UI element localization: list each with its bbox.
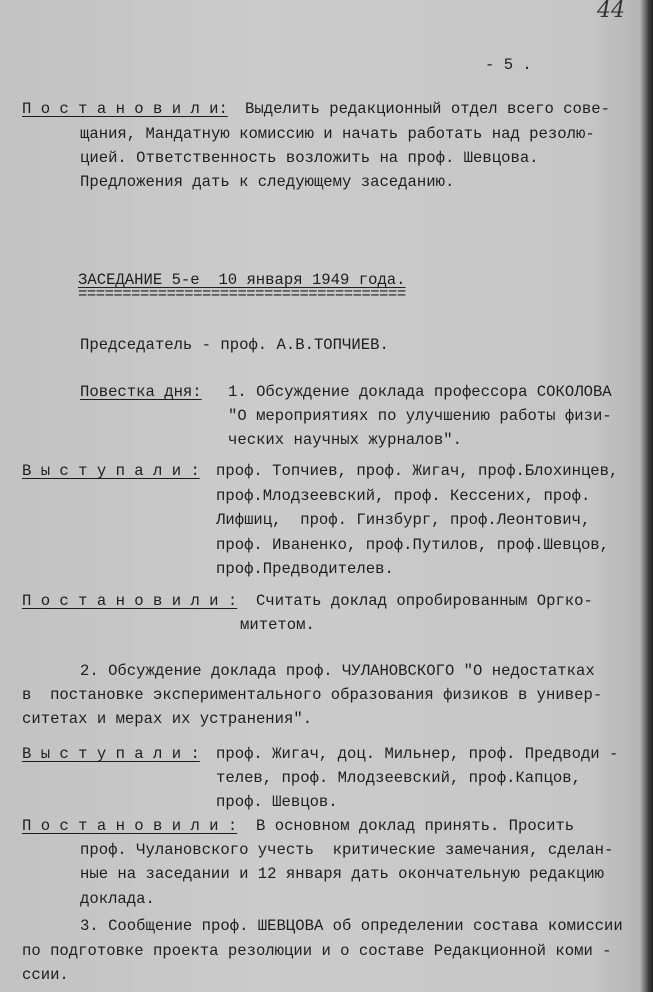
text-line: митетом.	[240, 616, 315, 634]
spoke-label: В ы с т у п а л и :	[22, 462, 200, 480]
page-number: - 5 .	[485, 56, 532, 74]
text-line: цией. Ответственность возложить на проф. Шевцова.	[80, 149, 539, 167]
text-line: щания, Мандатную комиссию и начать работать над резолю-	[80, 125, 595, 143]
text-line: проф.Млодзеевский, проф. Кессених, проф.	[216, 487, 591, 505]
text-line: проф. Иваненко, проф.Путилов, проф.Шевцов,	[216, 536, 610, 554]
text-line: проф. Шевцов.	[216, 793, 338, 811]
text-line: Лифшиц, проф. Гинзбург, проф.Леонтович,	[216, 511, 591, 529]
text-line: доклада.	[80, 890, 155, 908]
resolved-label: П о с т а н о в и л и :	[22, 817, 238, 835]
spoke-label: В ы с т у п а л и :	[22, 745, 200, 763]
agenda-label: Повестка дня:	[80, 383, 202, 401]
text-line: по подготовке проекта резолюции и о составе Редакционной коми -	[22, 942, 612, 960]
text-line: проф. Чулановского учесть критические замечания, сделан-	[80, 841, 614, 859]
text-line: проф.Предводителев.	[216, 560, 394, 578]
text-line: Предложения дать к следующему заседанию.	[80, 173, 455, 191]
text-line: ссии.	[22, 966, 69, 984]
text-line: 1. Обсуждение доклада профессора СОКОЛОВА	[228, 383, 612, 401]
text-line: ситетах и мерах их устранения".	[22, 710, 313, 728]
resolved-label: П о с т а н о в и л и :	[22, 592, 238, 610]
text-line: ные на заседании и 12 января дать окончательную редакцию	[80, 865, 605, 883]
text-line: В основном доклад принять. Просить	[256, 817, 575, 835]
meeting-title: ЗАСЕДАНИЕ 5-е 10 января 1949 года.	[78, 271, 406, 289]
resolved-label: П о с т а н о в и л и:	[22, 100, 228, 118]
chairman: Председатель - проф. А.В.ТОПЧИЕВ.	[80, 336, 389, 354]
text-line: в постановке экспериментального образования физиков в универ-	[22, 686, 603, 704]
text-line: 2. Обсуждение доклада проф. ЧУЛАНОВСКОГО "О недостатках	[80, 662, 595, 680]
text-line: "О мероприятиях по улучшению работы физи-	[228, 407, 612, 425]
text-line: ческих научных журналов".	[228, 431, 462, 449]
text-line: проф. Топчиев, проф. Жигач, проф.Блохинцев,	[216, 462, 619, 480]
title-rule: =====================================	[78, 285, 406, 303]
text-line: телев, проф. Млодзеевский, проф.Капцов,	[216, 769, 581, 787]
archive-page-number: 44	[597, 0, 625, 23]
text-line: 3. Сообщение проф. ШЕВЦОВА об определении состава комиссии	[80, 917, 623, 935]
text-line: Считать доклад опробированным Оргко-	[256, 592, 593, 610]
text-line: проф. Жигач, доц. Мильнер, проф. Предводи -	[216, 745, 619, 763]
text-line: Выделить редакционный отдел всего сове-	[245, 100, 610, 118]
